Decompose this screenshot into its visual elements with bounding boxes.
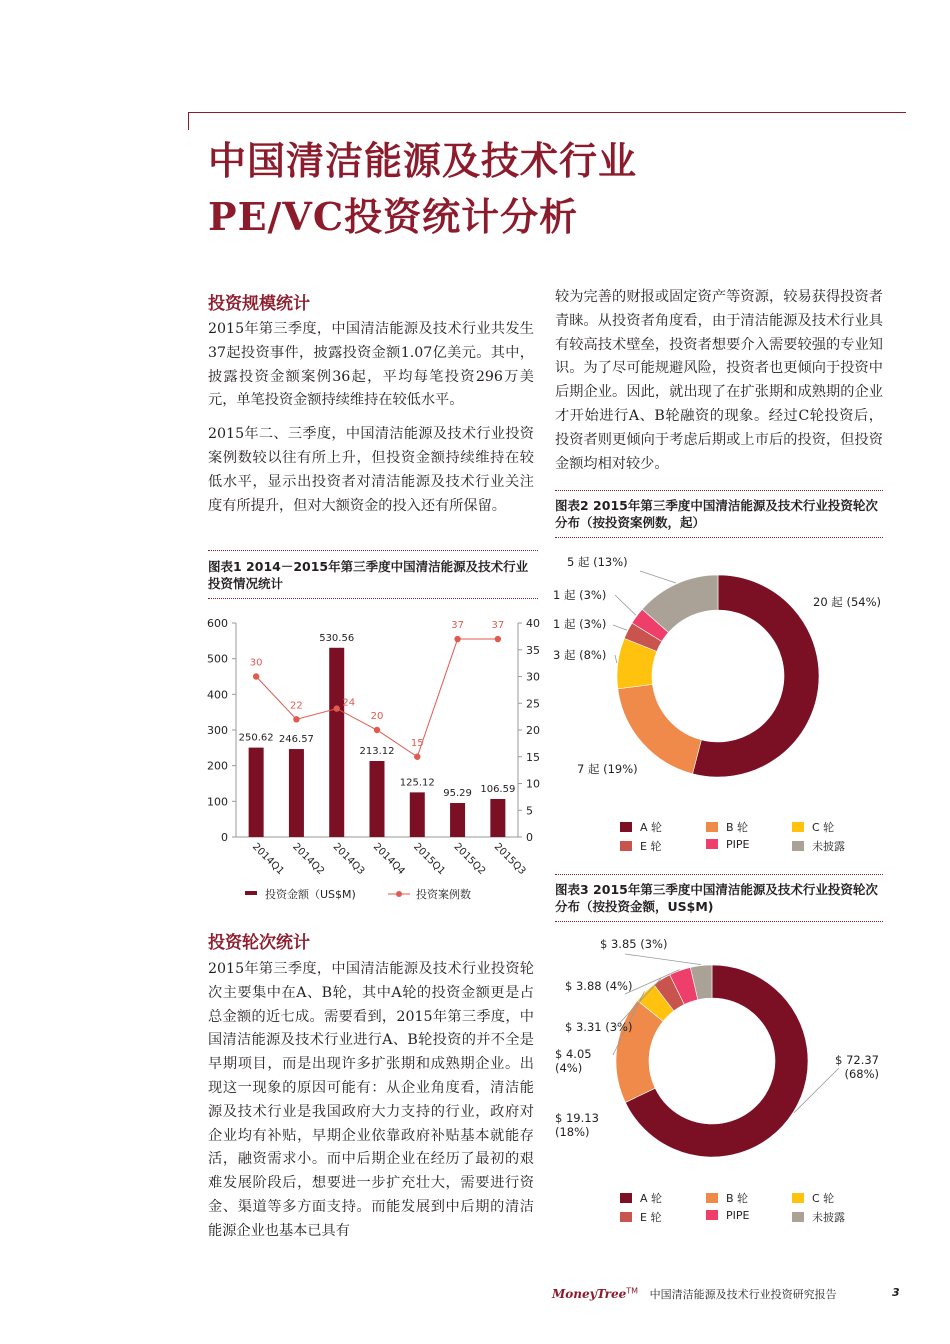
case-count-label: 30 bbox=[249, 657, 263, 669]
legend-b-item bbox=[706, 819, 748, 835]
bar bbox=[490, 799, 505, 837]
legend-label: C 轮 bbox=[812, 1192, 835, 1205]
left-tick-label: 200 bbox=[207, 759, 228, 773]
x-tick-label: 2015Q3 bbox=[491, 841, 528, 878]
donut-label: $ 72.37 bbox=[835, 1053, 879, 1067]
figure-divider bbox=[555, 921, 883, 922]
bar-value-label: 95.29 bbox=[443, 788, 472, 800]
footer-tm: TM bbox=[626, 1286, 639, 1296]
footer bbox=[552, 1286, 837, 1302]
legend-b-item bbox=[706, 1190, 748, 1206]
legend-label: PIPE bbox=[726, 1209, 750, 1222]
figure2-donut-chart bbox=[545, 545, 895, 790]
bar-value-label: 250.62 bbox=[238, 732, 274, 744]
bar bbox=[289, 749, 304, 837]
legend-swatch bbox=[706, 1210, 718, 1220]
legend-swatch bbox=[792, 841, 804, 851]
legend-pipe-item bbox=[706, 1209, 749, 1222]
bar-value-label: 246.57 bbox=[278, 734, 314, 746]
right-tick-label: 40 bbox=[526, 617, 540, 630]
page-title-line2: PE/VC投资统计分析 bbox=[208, 194, 579, 239]
legend-swatch bbox=[792, 822, 804, 832]
section-scale-body bbox=[208, 318, 534, 528]
footer-report-title: 中国清洁能源及技术行业投资研究报告 bbox=[649, 1288, 837, 1301]
figure-divider bbox=[555, 537, 883, 538]
donut-label: (4%) bbox=[555, 1061, 583, 1075]
donut-leader-line bbox=[613, 625, 627, 630]
figure1-combo-chart bbox=[200, 605, 545, 905]
figure3-legend bbox=[620, 1190, 880, 1226]
right-tick-label: 30 bbox=[526, 670, 540, 684]
legend-line-swatch bbox=[388, 889, 410, 899]
legend-bar-label: 投资金额（US$M) bbox=[265, 888, 356, 901]
legend-pipe-item bbox=[706, 838, 749, 851]
figure2-title: 图表2 2015年第三季度中国清洁能源及技术行业投资轮次分布（按投资案例数，起） bbox=[555, 498, 878, 530]
right-tick-label: 15 bbox=[526, 750, 540, 764]
right-tick-label: 10 bbox=[526, 777, 540, 791]
legend-swatch bbox=[706, 1193, 718, 1203]
donut-label: 7 起 (19%) bbox=[577, 762, 638, 776]
donut-label: (18%) bbox=[555, 1125, 590, 1139]
right-tick-label: 20 bbox=[526, 724, 540, 737]
donut-label: $ 4.05 bbox=[555, 1047, 592, 1061]
right-tick-label: 25 bbox=[526, 697, 540, 711]
legend-swatch bbox=[620, 1212, 632, 1222]
bar-value-label: 213.12 bbox=[359, 745, 395, 757]
legend-undisclosed-item bbox=[792, 838, 845, 854]
page-number: 3 bbox=[892, 1286, 900, 1299]
case-count-point bbox=[495, 636, 501, 642]
case-count-label: 15 bbox=[410, 737, 424, 749]
case-count-point bbox=[293, 716, 299, 722]
case-count-label: 22 bbox=[290, 700, 303, 712]
legend-label: B 轮 bbox=[726, 821, 749, 834]
donut-slice bbox=[618, 684, 702, 773]
legend-undisclosed-item bbox=[792, 1209, 845, 1225]
legend-c-item bbox=[792, 819, 834, 835]
donut-leader-line bbox=[615, 655, 617, 663]
donut-leader-line bbox=[615, 595, 636, 615]
donut-label: $ 3.31 (3%) bbox=[565, 1020, 633, 1034]
legend-swatch bbox=[792, 1193, 804, 1203]
legend-bar-swatch bbox=[245, 891, 257, 895]
legend-label: A 轮 bbox=[640, 1192, 663, 1205]
donut-label: $ 19.13 bbox=[555, 1111, 599, 1125]
legend-label: 未披露 bbox=[812, 840, 845, 853]
bar bbox=[450, 803, 465, 837]
footer-brand: MoneyTree bbox=[552, 1287, 627, 1301]
left-tick-label: 100 bbox=[207, 795, 228, 809]
legend-label: 未披露 bbox=[812, 1211, 845, 1224]
right-tick-label: 35 bbox=[526, 643, 540, 657]
section-heading-scale: 投资规模统计 bbox=[208, 294, 310, 314]
paragraph: 2015年第三季度，中国清洁能源及技术行业共发生37起投资事件，披露投资金额1.07亿美元。其中，披露投资金额案例36起，平均每笔投资296万美元，单笔投资金额持续维持在较低水平。 bbox=[208, 321, 534, 409]
figure-divider bbox=[208, 550, 538, 551]
paragraph: 2015年第三季度，中国清洁能源及技术行业投资轮次主要集中在A、B轮，其中A轮的投资金额更是占总金额的近七成。需要看到，2015年第三季度，中国清洁能源及技术行业进行A、B轮投资的并不全是早期项目，而是出现许多扩张期和成熟期企业。出现这一现象的原因可能有：从企业角度看，清洁能源及技术行业是我国政府大力支持的行业，政府对企业均有补贴，早期企业依靠政府补贴基本就能存活，融资需求小。而中后期企业在经历了最初的艰难发展阶段后，想要进一步扩充壮大，需要进行资金、渠道等多方面支持。而能发展到中后期的清洁能源企业也基本已具有 bbox=[208, 961, 534, 1239]
legend-line-label: 投资案例数 bbox=[416, 888, 471, 901]
legend-label: PIPE bbox=[726, 838, 750, 851]
donut-leader-line bbox=[625, 954, 701, 965]
legend-bar-item bbox=[245, 886, 356, 902]
left-tick-label: 0 bbox=[221, 831, 228, 844]
header-rule bbox=[188, 112, 906, 113]
figure1-title: 图表1 2014－2015年第三季度中国清洁能源及技术行业投资情况统计 bbox=[208, 559, 529, 591]
right-column-body bbox=[555, 286, 883, 486]
donut-label: 20 起 (54%) bbox=[813, 595, 881, 609]
case-count-point bbox=[414, 754, 420, 760]
donut-label: $ 3.88 (4%) bbox=[565, 979, 633, 993]
right-tick-label: 0 bbox=[526, 831, 533, 844]
left-tick-label: 400 bbox=[207, 688, 228, 702]
legend-swatch bbox=[706, 822, 718, 832]
case-count-label: 24 bbox=[342, 697, 356, 709]
figure1-legend bbox=[245, 886, 545, 902]
donut-label: 3 起 (8%) bbox=[553, 648, 607, 662]
figure-divider bbox=[555, 874, 883, 875]
case-count-label: 37 bbox=[491, 620, 505, 632]
x-tick-label: 2014Q3 bbox=[330, 841, 367, 878]
bar-value-label: 530.56 bbox=[319, 632, 355, 644]
legend-line-item bbox=[388, 886, 471, 902]
legend-label: E 轮 bbox=[640, 840, 662, 853]
donut-label: 1 起 (3%) bbox=[553, 588, 607, 602]
legend-label: E 轮 bbox=[640, 1211, 662, 1224]
legend-swatch bbox=[620, 841, 632, 851]
x-tick-label: 2014Q1 bbox=[250, 841, 286, 878]
paragraph: 较为完善的财报或固定资产等资源，较易获得投资者青睐。从投资者角度看，由于清洁能源及技术行业具有较高技术壁垒，投资者想要介入需要较强的专业知识。为了尽可能规避风险，投资者也更倾向于投资中后期企业。因此，就出现了在扩张期和成熟期的企业才开始进行A、B轮融资的现象。经过C轮投资后，投资者则更倾向于考虑后期或上市后的投资，但投资金额均相对较少。 bbox=[555, 289, 883, 472]
bar bbox=[329, 648, 344, 837]
case-count-point bbox=[454, 636, 460, 642]
donut-label: 5 起 (13%) bbox=[567, 555, 628, 569]
figure3-donut-chart bbox=[545, 930, 895, 1175]
legend-c-item bbox=[792, 1190, 834, 1206]
bar bbox=[410, 792, 425, 837]
legend-label: C 轮 bbox=[812, 821, 835, 834]
legend-a-item bbox=[620, 1190, 662, 1206]
figure-divider bbox=[208, 598, 538, 599]
section-rounds-body bbox=[208, 958, 534, 1254]
case-count-label: 20 bbox=[370, 711, 384, 722]
case-count-point bbox=[334, 705, 340, 711]
legend-swatch bbox=[792, 1212, 804, 1222]
header-rule-tick bbox=[188, 112, 189, 130]
legend-e-item bbox=[620, 1209, 661, 1225]
donut-leader-line bbox=[640, 571, 676, 583]
x-tick-label: 2015Q2 bbox=[451, 841, 488, 878]
legend-e-item bbox=[620, 838, 661, 854]
section-heading-rounds: 投资轮次统计 bbox=[208, 933, 310, 953]
figure-divider bbox=[555, 490, 883, 491]
case-count-label: 37 bbox=[451, 620, 464, 632]
figure2-legend bbox=[620, 819, 880, 855]
bar bbox=[249, 748, 264, 837]
legend-label: B 轮 bbox=[726, 1192, 749, 1205]
legend-swatch bbox=[620, 822, 632, 832]
bar-value-label: 125.12 bbox=[399, 777, 435, 789]
bar bbox=[370, 761, 385, 837]
x-tick-label: 2015Q1 bbox=[411, 841, 448, 878]
figure3-title: 图表3 2015年第三季度中国清洁能源及技术行业投资轮次分布（按投资金额，US$M) bbox=[555, 882, 878, 914]
left-tick-label: 300 bbox=[207, 724, 228, 737]
legend-a-item bbox=[620, 819, 662, 835]
left-tick-label: 500 bbox=[207, 652, 228, 666]
donut-label: (68%) bbox=[844, 1067, 879, 1081]
legend-swatch bbox=[706, 839, 718, 849]
paragraph: 2015年二、三季度，中国清洁能源及技术行业投资案例数较以往有所上升，但投资金额持续维持在较低水平，显示出投资者对清洁能源及技术行业关注度有所提升，但对大额资金的投入还有所保留。 bbox=[208, 426, 534, 514]
case-count-point bbox=[374, 727, 380, 733]
page-title-line1: 中国清洁能源及技术行业 bbox=[208, 138, 638, 183]
right-tick-label: 5 bbox=[526, 804, 533, 818]
legend-label: A 轮 bbox=[640, 821, 663, 834]
legend-swatch bbox=[620, 1193, 632, 1203]
x-tick-label: 2014Q2 bbox=[290, 841, 327, 878]
case-count-point bbox=[253, 673, 259, 679]
donut-label: $ 3.85 (3%) bbox=[600, 937, 668, 951]
x-tick-label: 2014Q4 bbox=[370, 841, 407, 878]
left-tick-label: 600 bbox=[207, 617, 228, 630]
bar-value-label: 106.59 bbox=[480, 783, 516, 795]
donut-label: 1 起 (3%) bbox=[553, 617, 607, 631]
